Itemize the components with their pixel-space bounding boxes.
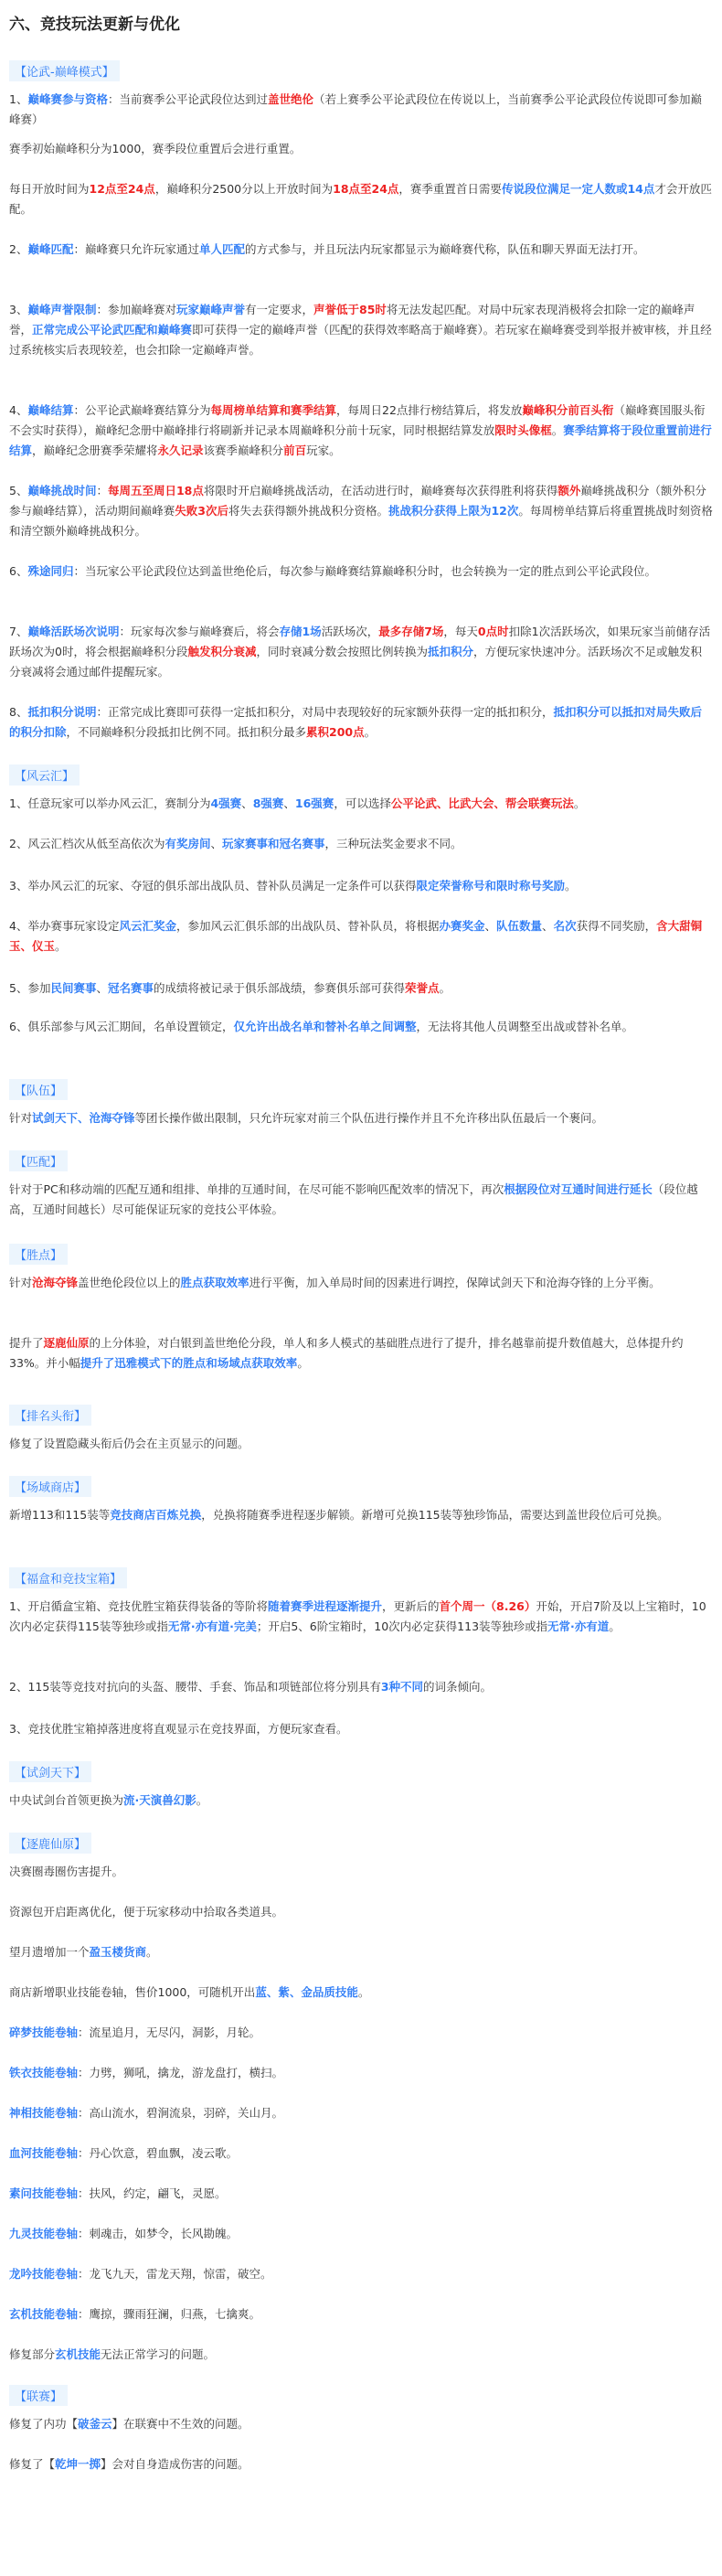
paragraph-xuanji-fix <box>9 2345 713 2365</box>
text: 针对 <box>9 1276 33 1289</box>
text: 无常·亦有道·完美 <box>167 1619 257 1633</box>
text: 赛季结算将于段位重置前进行结算 <box>9 423 712 457</box>
paragraph-zhulu-poison <box>9 1862 713 1882</box>
text: ：正常完成比赛即可获得一定抵扣积分，对局中表现较好的玩家额外获得一定的抵扣积分， <box>96 705 554 719</box>
section-heading-league <box>9 2385 713 2406</box>
section-heading-peak-mode <box>9 60 713 81</box>
text: 风云汇奖金 <box>119 919 176 933</box>
text: 。 <box>55 939 67 953</box>
text: ：丹心饮意，碧血飘，凌云歌。 <box>78 2146 239 2160</box>
paragraph-win-points-balance <box>9 1273 713 1293</box>
text: 流·天演兽幻影 <box>123 1793 196 1807</box>
text: 每周榜单结算和赛季结算 <box>210 403 336 417</box>
text: 。 <box>609 1619 621 1633</box>
section-heading-arena-shop <box>9 1476 713 1497</box>
text: 、 <box>542 919 554 933</box>
text: ，可以选择 <box>334 796 391 810</box>
paragraph-peak-settlement <box>9 401 713 461</box>
text: 有奖房间 <box>165 837 211 850</box>
text: 提升了 <box>9 1336 44 1350</box>
paragraph-deduction-points <box>9 702 713 743</box>
text: 赛季初始巅峰积分为1000，赛季段位重置后会进行重置。 <box>9 142 302 155</box>
text: 1、任意玩家可以举办风云汇，赛制分为 <box>9 796 211 810</box>
text: 巅峰积分前百头衔 <box>522 403 614 417</box>
text: 抵扣积分 <box>428 645 474 658</box>
scroll-list-item <box>9 2063 713 2083</box>
text: 新增113和115装等 <box>9 1508 111 1522</box>
text: 额外 <box>557 484 581 497</box>
text: 5、 <box>9 484 28 497</box>
text: 累积200点 <box>306 725 365 739</box>
text: 仅允许出战名单和替补名单之间调整 <box>233 1020 417 1033</box>
section-label: 【胜点】 <box>9 1244 68 1265</box>
text: 才会开放匹配。 <box>9 182 712 216</box>
text: 巅峰结算 <box>27 403 74 417</box>
text: ，参加风云汇俱乐部的出战队员、替补队员，将根据 <box>175 919 440 933</box>
text: 铁衣技能卷轴 <box>9 2066 79 2079</box>
text: 殊途同归 <box>27 564 74 578</box>
text: 玩家。 <box>306 444 341 457</box>
text: 盖世绝伦 <box>267 92 313 106</box>
text: 最多存储7场 <box>378 625 444 638</box>
paragraph-zhulu-merchant <box>9 1942 713 1962</box>
text: ：当玩家公平论武段位达到盖世绝伦后，每次参与巅峰赛结算巅峰积分时，也会转换为一定的胜点到公平论武段位。 <box>73 564 656 578</box>
text: 提升了迅雅模式下的胜点和场域点获取效率 <box>80 1356 298 1370</box>
paragraph-rank-title-fix <box>9 1434 713 1454</box>
text: ：公平论武巅峰赛结算分为 <box>73 403 211 417</box>
paragraph-converge <box>9 561 713 582</box>
text: 胜点获取效率 <box>180 1276 250 1289</box>
text: 永久记录 <box>157 444 204 457</box>
text: 、 <box>241 796 253 810</box>
scroll-list-item <box>9 2103 713 2123</box>
text: 将无法发起匹配。对局中玩家表现消极将会扣除一定的巅峰声誉， <box>9 303 695 337</box>
section-label: 【队伍】 <box>9 1079 68 1100</box>
text: 逐鹿仙原 <box>43 1336 90 1350</box>
text: （巅峰赛国服头衔不会实时获得），巅峰纪念册中巅峰排行将刷新并记录本周巅峰积分前十玩家，同时根据结算发放 <box>9 403 706 437</box>
text: 巅峰挑战积分（额外积分参与巅峰结算），活动期间巅峰赛 <box>9 484 706 518</box>
text: ：参加巅峰赛对 <box>96 303 176 316</box>
paragraph-peak-matching <box>9 240 713 260</box>
text: 玄机技能卷轴 <box>9 2307 79 2321</box>
text: 九灵技能卷轴 <box>9 2227 79 2240</box>
text: 有一定要求， <box>245 303 314 316</box>
text: 玄机技能 <box>55 2347 101 2361</box>
section-label: 【论武-巅峰模式】 <box>9 60 120 81</box>
text: （段位越高，互通时间越长）尽可能保证玩家的竞技公平体验。 <box>9 1182 698 1216</box>
text: 中央试剑台首领更换为 <box>9 1793 124 1807</box>
text: 1、 <box>9 92 28 106</box>
text: 玩家赛事和冠名赛事 <box>222 837 325 850</box>
text: ，每周日22点排行榜结算后，将发放 <box>336 403 523 417</box>
text: 商店新增职业技能卷轴，售价1000，可随机开出 <box>9 1985 256 1999</box>
text: 即可获得一定的巅峰声誉（匹配的获得效率略高于巅峰赛）。若玩家在巅峰赛受到举报并被审核，并且经过系统核实后表现较差，也会扣除一定巅峰声誉。 <box>9 323 712 357</box>
text: 龙吟技能卷轴 <box>9 2267 79 2281</box>
paragraph-fyh-tiers <box>9 834 713 854</box>
text: 决赛圈毒圈伤害提升。 <box>9 1865 124 1878</box>
text: ，三种玩法奖金要求不同。 <box>324 837 462 850</box>
text: 名次 <box>553 919 577 933</box>
scroll-list-item <box>9 2304 713 2325</box>
section-label: 【匹配】 <box>9 1150 68 1171</box>
text: 0点时 <box>477 625 509 638</box>
text: 4强赛 <box>210 796 242 810</box>
text: 素问技能卷轴 <box>9 2186 79 2200</box>
text: 6、 <box>9 564 28 578</box>
text: 办赛奖金 <box>439 919 485 933</box>
text: 巅峰挑战时间 <box>27 484 97 497</box>
section-label: 【联赛】 <box>9 2385 68 2406</box>
text: 限时头像框 <box>494 423 552 437</box>
text: 传说段位满足一定人数或14点 <box>501 182 655 196</box>
text: 8强赛 <box>252 796 284 810</box>
section-label: 【风云汇】 <box>9 764 80 786</box>
section-heading-boxes <box>9 1567 713 1588</box>
section-heading-win-points <box>9 1244 713 1265</box>
text: 活跃场次， <box>321 625 379 638</box>
text: 正常完成公平论武匹配和巅峰赛 <box>32 323 193 337</box>
text: ，无法将其他人员调整至出战或替补名单。 <box>416 1020 633 1033</box>
text: 针对 <box>9 1111 33 1125</box>
text: 。 <box>196 1793 208 1807</box>
text: 将限时开启巅峰挑战活动，在活动进行时，巅峰赛每次获得胜利将获得 <box>203 484 558 497</box>
text: 竞技商店百炼兑换 <box>110 1508 202 1522</box>
paragraph-arena-shop <box>9 1505 713 1525</box>
section-label: 【场域商店】 <box>9 1476 91 1497</box>
text: 的词条倾向。 <box>423 1680 493 1694</box>
text: 扣除1次活跃场次，如果玩家当前储存活跃场次为0时，将会根据巅峰积分段 <box>9 625 711 658</box>
text: ，同时衰减分数会按照比例转换为 <box>256 645 428 658</box>
page-title: 六、竞技玩法更新与优化 <box>9 16 180 34</box>
section-heading-sword-trial <box>9 1761 713 1782</box>
text: ：力劈，狮吼，擒龙，游龙盘打，横扫。 <box>78 2066 284 2079</box>
text: 5、参加 <box>9 981 51 995</box>
text: ，每天 <box>443 625 478 638</box>
text: 将失去获得额外挑战积分资格。 <box>228 504 388 518</box>
text: 18点至24点 <box>333 182 399 196</box>
text: 试剑天下、沧海夺锋 <box>32 1111 135 1125</box>
scroll-list-item <box>9 2023 713 2043</box>
text: 4、举办赛事玩家设定 <box>9 919 120 933</box>
text: 无常·亦有道 <box>547 1619 610 1633</box>
text: 该赛季巅峰积分 <box>203 444 284 457</box>
text: 1、开启循盒宝箱、竞技优胜宝箱获得装备的等阶将 <box>9 1599 268 1613</box>
text: ：流星追月，无尽闪，洞影，月轮。 <box>78 2026 261 2039</box>
text: 挑战积分获得上限为12次 <box>388 504 519 518</box>
text: （若上赛季公平论武段位在传说以上，当前赛季公平论武段位传说即可参加巅峰赛） <box>9 92 703 126</box>
text: 2、 <box>9 242 28 256</box>
text: 。 <box>357 1985 370 1999</box>
text: 抵扣积分说明 <box>27 705 97 719</box>
paragraph-box-tiers <box>9 1597 713 1637</box>
text: 单人匹配 <box>198 242 245 256</box>
text: 7、 <box>9 625 28 638</box>
scroll-list-item <box>9 2224 713 2244</box>
paragraph-active-sessions <box>9 622 713 682</box>
text: 】在联赛中不生效的问题。 <box>111 2417 250 2431</box>
text: ：龙飞九天，雷龙天翔，惊雷，破空。 <box>78 2267 272 2281</box>
section-label: 【福盒和竞技宝箱】 <box>9 1567 127 1588</box>
text: 触发积分衰减 <box>187 645 257 658</box>
text: 、 <box>96 981 108 995</box>
text: 巅峰匹配 <box>27 242 74 256</box>
section-label: 【逐鹿仙原】 <box>9 1833 91 1854</box>
paragraph-reputation-limit <box>9 300 713 360</box>
text: 3种不同 <box>380 1680 424 1694</box>
text: 冠名赛事 <box>107 981 154 995</box>
text: 蓝、紫、金品质技能 <box>255 1985 358 1999</box>
text: 】会对自身造成伤害的问题。 <box>101 2457 250 2471</box>
text: 、 <box>283 796 295 810</box>
text: 。 <box>146 1945 158 1959</box>
text: ，不同巅峰积分段抵扣比例不同。抵扣积分最多 <box>66 725 307 739</box>
text: 含大甜铜玉、仪玉 <box>9 919 703 953</box>
scroll-list-item <box>9 2264 713 2284</box>
paragraph-box-progress <box>9 1719 713 1739</box>
text: 4、 <box>9 403 28 417</box>
text: ：刺魂击，如梦令，长风勘魄。 <box>78 2227 239 2240</box>
paragraph-box-affixes <box>9 1677 713 1697</box>
text: 无法正常学习的问题。 <box>101 2347 216 2361</box>
text: 望月遗增加一个 <box>9 1945 90 1959</box>
text: ，巅峰积分2500分以上开放时间为 <box>154 182 334 196</box>
paragraph-initial-points <box>9 139 713 159</box>
text: 。 <box>364 725 377 739</box>
text: 。每周榜单结算后将重置挑战时刻资格和清空额外巅峰挑战积分。 <box>9 504 713 538</box>
text: 根据段位对互通时间进行延长 <box>504 1182 653 1196</box>
section-heading-matching <box>9 1150 713 1171</box>
text: 随着赛季进程逐渐提升 <box>267 1599 382 1613</box>
text: 12点至24点 <box>89 182 155 196</box>
paragraph-matching-crossplay <box>9 1180 713 1220</box>
text: 血河技能卷轴 <box>9 2146 79 2160</box>
text: 声誉低于85时 <box>313 303 387 316</box>
text: ：鹰掠，骤雨狂澜，归燕，七擒爽。 <box>78 2307 261 2321</box>
text: ： <box>96 484 108 497</box>
text: ：高山流水，碧涧流泉，羽碎，关山月。 <box>78 2106 284 2120</box>
text: ，兑换将随赛季进程逐步解锁。新增可兑换115装等独珍饰品，需要达到盖世段位后可兑换。 <box>201 1508 669 1522</box>
text: 修复部分 <box>9 2347 56 2361</box>
text: 3、竞技优胜宝箱掉落进度将直观显示在竞技界面，方便玩家查看。 <box>9 1722 348 1736</box>
paragraph-fyh-roster-lock <box>9 1017 713 1037</box>
text: 修复了【 <box>9 2457 56 2471</box>
text: ，巅峰纪念册赛季荣耀将 <box>32 444 158 457</box>
paragraph-fyh-prizes <box>9 916 713 957</box>
text: 资源包开启距离优化，便于玩家移动中拾取各类道具。 <box>9 1905 284 1919</box>
text: 失败3次后 <box>175 504 228 518</box>
text: 2、115装等竞技对抗向的头盔、腰带、手套、饰品和项链部位将分别具有 <box>9 1680 381 1694</box>
paragraph-fyh-format <box>9 794 713 814</box>
scroll-list-item <box>9 2143 713 2164</box>
text: ：玩家每次参与巅峰赛后，将会 <box>119 625 280 638</box>
text: 每周五至周日18点 <box>107 484 204 497</box>
section-label: 【试剑天下】 <box>9 1761 91 1782</box>
text: 。 <box>439 981 451 995</box>
text: 队伍数量 <box>496 919 543 933</box>
paragraph-league-fix-1 <box>9 2414 713 2434</box>
text: 巅峰活跃场次说明 <box>27 625 120 638</box>
text: ；开启5、6阶宝箱时，10次内必定获得113装等独珍或指 <box>256 1619 548 1633</box>
paragraph-fyh-titles <box>9 876 713 896</box>
text: 碎梦技能卷轴 <box>9 2026 79 2039</box>
text: 首个周一（8.26） <box>439 1599 536 1613</box>
text: 公平论武、比武大会、帮会联赛玩法 <box>390 796 574 810</box>
text: 针对于PC和移动端的匹配互通和组排、单排的互通时间，在尽可能不影响匹配效率的情况下，再次 <box>9 1182 504 1196</box>
text: 玩家巅峰声誉 <box>175 303 245 316</box>
scroll-list-item <box>9 2184 713 2204</box>
text: 、 <box>484 919 497 933</box>
text: ，方便玩家快速冲分。活跃场次不足或触发积分衰减将会通过邮件提醒玩家。 <box>9 645 703 679</box>
text: 盈玉楼货商 <box>89 1945 147 1959</box>
paragraph-win-points-boost <box>9 1333 713 1374</box>
text: 。 <box>564 879 577 893</box>
paragraph-challenge-time <box>9 481 713 541</box>
paragraph-zhulu-pickup <box>9 1902 713 1922</box>
text: 8、 <box>9 705 28 719</box>
text: 巅峰声誉限制 <box>27 303 97 316</box>
paragraph-fyh-records <box>9 978 713 999</box>
paragraph-peak-eligibility <box>9 90 713 130</box>
text: 获得不同奖励， <box>576 919 657 933</box>
text: ，更新后的 <box>381 1599 440 1613</box>
section-heading-zhulu <box>9 1833 713 1854</box>
text: 荣誉点 <box>405 981 440 995</box>
text: 16强赛 <box>294 796 334 810</box>
text: 。 <box>551 423 564 437</box>
text: ：巅峰赛只允许玩家通过 <box>73 242 199 256</box>
text: ：扶风，约定，翩飞，灵愿。 <box>78 2186 227 2200</box>
text: 沧海夺锋 <box>32 1276 79 1289</box>
paragraph-team-limit <box>9 1108 713 1128</box>
text: 的方式参与，并且玩法内玩家都显示为巅峰赛代称，队伍和聊天界面无法打开。 <box>245 242 645 256</box>
section-heading-team <box>9 1079 713 1100</box>
text: 等团长操作做出限制，只允许玩家对前三个队伍进行操作并且不允许移出队伍最后一个裹问。 <box>134 1111 604 1125</box>
section-heading-rank-title <box>9 1405 713 1426</box>
text: ：当前赛季公平论武段位达到过 <box>107 92 268 106</box>
text: 存储1场 <box>279 625 322 638</box>
text: 民间赛事 <box>50 981 97 995</box>
text: 3、 <box>9 303 28 316</box>
paragraph-zhulu-scrolls <box>9 1983 713 2003</box>
text: 盖世绝伦段位以上的 <box>78 1276 181 1289</box>
text: 6、俱乐部参与风云汇期间，名单设置锁定， <box>9 1020 234 1033</box>
text: 抵扣积分可以抵扣对局失败后的积分扣除 <box>9 705 702 739</box>
paragraph-league-fix-2 <box>9 2454 713 2474</box>
paragraph-open-hours <box>9 179 713 219</box>
paragraph-sword-trial-boss <box>9 1790 713 1811</box>
text: 限定荣誉称号和限时称号奖励 <box>416 879 565 893</box>
text: 的成绩将被记录于俱乐部战绩，参赛俱乐部可获得 <box>154 981 406 995</box>
text: 3、举办风云汇的玩家、夺冠的俱乐部出战队员、替补队员满足一定条件可以获得 <box>9 879 417 893</box>
text: 进行平衡，加入单局时间的因素进行调控，保障试剑天下和沧海夺锋的上分平衡。 <box>249 1276 661 1289</box>
text: 开始，开启7阶及以上宝箱时，10次内必定获得115装等独珍或指 <box>9 1599 706 1633</box>
text: 巅峰赛参与资格 <box>27 92 108 106</box>
text: 修复了内功【 <box>9 2417 79 2431</box>
text: 。 <box>297 1356 309 1370</box>
section-heading-fengyunhui <box>9 764 713 786</box>
text: 神相技能卷轴 <box>9 2106 79 2120</box>
text: 2、风云汇档次从低至高依次为 <box>9 837 165 850</box>
text: 前百 <box>283 444 307 457</box>
text: ，赛季重置首日需要 <box>398 182 502 196</box>
text: 修复了设置隐藏头衔后仍会在主页显示的问题。 <box>9 1437 250 1450</box>
text: 。 <box>573 796 586 810</box>
text: 、 <box>210 837 222 850</box>
text: 破釜云 <box>78 2417 112 2431</box>
section-label: 【排名头衔】 <box>9 1405 91 1426</box>
text: 的上分体验，对白银到盖世绝伦分段，单人和多人模式的基础胜点进行了提升，排名越靠前提升数值越大，总体提升约33%。并小幅 <box>9 1336 684 1370</box>
text: 每日开放时间为 <box>9 182 90 196</box>
text: 乾坤一掷 <box>55 2457 101 2471</box>
